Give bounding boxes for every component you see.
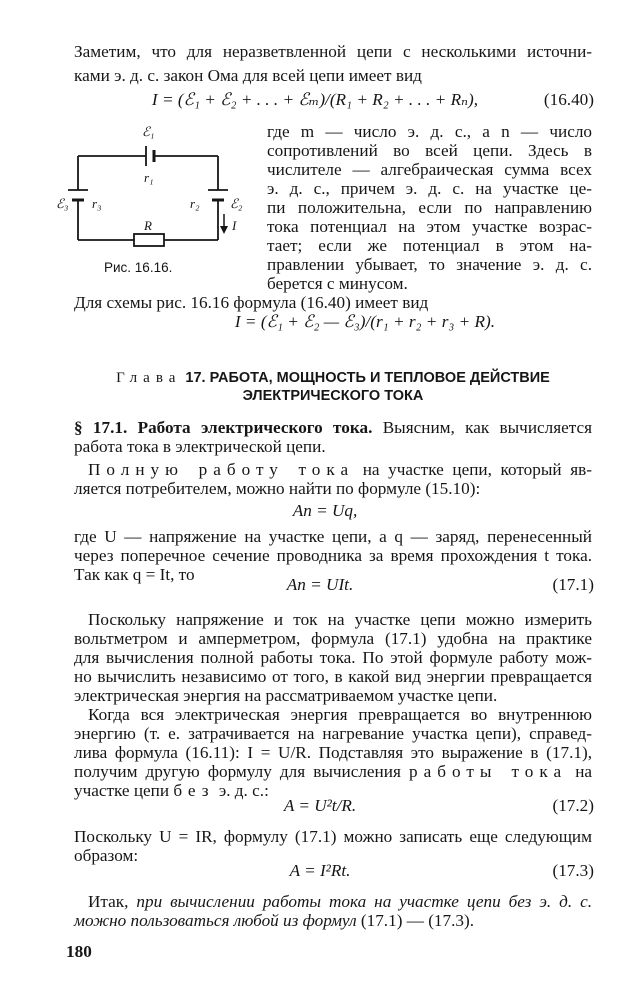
label-I: I (232, 218, 237, 233)
equation-work: Aп = Uq, (292, 501, 358, 520)
equation-17-2-number: (17.2) (552, 796, 594, 815)
full-work-rest: на участке цепи, который яв- (362, 460, 592, 479)
when-line-3: лива формула (16.11): I = U/R. Подставляя это выражение в (17.1), (74, 743, 592, 762)
where-line-1: где U — напряжение на участке цепи, а q — заряд, перенесенный (74, 527, 592, 546)
label-r3: r₃ (92, 196, 102, 211)
equation-17-3-number: (17.3) (552, 861, 594, 880)
scheme-line: Для схемы рис. 16.16 формула (16.40) имеет вид (74, 293, 429, 312)
when-spaced: работы тока (408, 762, 568, 781)
label-e1: ℰ₁ (142, 124, 155, 139)
figure-caption: Рис. 16.16. (104, 260, 173, 275)
label-r2: r₂ (190, 196, 200, 211)
equation-17-2: A = U²t/R. (283, 796, 357, 815)
wrap-line-5: пи положительна, если по направлению (267, 198, 592, 217)
full-work-line-2: ляется потребителем, можно найти по формуле (15.10): (74, 479, 481, 498)
chapter-number: 17. (185, 370, 206, 386)
when-line-1: Когда вся электрическая энергия превращается во внутреннюю (88, 705, 592, 724)
equation-16-40-number: (16.40) (543, 90, 594, 109)
when-line-2: энергию (т. е. затрачивается на нагревание участка цепи), справед- (74, 724, 592, 743)
ir-line-1: Поскольку U = IR, формулу (17.1) можно записать еще следующим (74, 827, 592, 846)
when-end: на (575, 762, 593, 781)
when-last-spaced: без (173, 781, 215, 800)
chapter-title-line-1: РАБОТА, МОЩНОСТЬ И ТЕПЛОВОЕ ДЕЙСТВИЕ (209, 370, 550, 386)
equation-17-3: A = I²Rt. (289, 861, 351, 880)
when-last-b: э. д. с.: (218, 781, 269, 800)
chapter-label: Глава (116, 370, 182, 386)
conclusion-italic-1: при вычислении работы тока на участке цепи без э. д. с. (136, 892, 593, 911)
conclusion-line-2 (74, 911, 474, 931)
wrap-line-8: правлении убывает, то значение э. д. с. (267, 255, 592, 274)
conclusion-tail: (17.1) — (17.3). (360, 911, 475, 930)
section-intro-rest: Выясним, как вычисляется (382, 418, 593, 437)
conclusion-lead: Итак, (88, 892, 129, 911)
since-line-5: электрическая энергия на рассматриваемом участке цепи. (74, 686, 498, 705)
label-R: R (144, 218, 152, 233)
chapter-title-line-2: ЭЛЕКТРИЧЕСКОГО ТОКА (242, 388, 424, 404)
conclusion-italic-2: можно пользоваться любой из формул (74, 911, 357, 930)
conclusion-line-1 (88, 892, 592, 912)
where-line-2: через поперечное сечение проводника за время прохождения t тока. (74, 546, 592, 565)
since-line-3: для вычисления полной работы тока. По этой формуле работу мож- (74, 648, 592, 667)
intro-line-2: ками э. д. с. закон Ома для всей цепи имеет вид (74, 66, 422, 85)
section-title: § 17.1. Работа электрического тока. (74, 418, 373, 437)
wrap-line-4: э. д. с., причем э. д. с. на участке це- (267, 179, 592, 198)
section-intro-line-2: работа тока в электрической цепи. (74, 437, 326, 456)
since-line-1: Поскольку напряжение и ток на участке цепи можно измерить (88, 610, 592, 629)
wrap-line-2: сопротивлений во всей цепи. Здесь в (267, 141, 592, 160)
wrap-line-1: где m — число э. д. с., а n — число (267, 122, 592, 141)
equation-17-1-number: (17.1) (552, 575, 594, 594)
wrap-line-6: тока потенциал на этом участке возрас- (267, 217, 592, 236)
intro-line-1: Заметим, что для неразветвленной цепи с несколькими источни- (74, 42, 592, 61)
when-line-4 (74, 762, 592, 782)
wrap-line-9: берется с минусом. (267, 274, 408, 293)
wrap-line-7: тает; если же потенциал в этом на- (267, 236, 592, 255)
full-work-line-1 (88, 460, 592, 480)
equation-scheme: I = (ℰ₁ + ℰ₂ — ℰ₃)/(r₁ + r₂ + r₃ + R). (234, 312, 496, 331)
ir-line-2: образом: (74, 846, 139, 865)
wrap-line-3: числителе — алгебраическая сумма всех (267, 160, 592, 179)
resistor-r (134, 234, 164, 246)
page-number: 180 (66, 942, 92, 961)
chapter-heading (74, 368, 592, 388)
since-line-2: вольтметром и амперметром, формула (17.1) удобна на практике (74, 629, 592, 648)
circuit-diagram (58, 118, 258, 258)
label-e2: ℰ₂ (230, 196, 243, 211)
when-line-4-text: получим другую формулу для вычисления (74, 762, 401, 781)
since-line-4: но вычислить независимо от того, в какой вид энергии превращается (74, 667, 592, 686)
equation-16-40: I = (ℰ₁ + ℰ₂ + . . . + ℰₘ)/(R₁ + R₂ + . . . + Rₙ), (151, 90, 479, 109)
where-line-3: Так как q = It, то (74, 565, 195, 584)
section-intro-line-1 (74, 418, 592, 438)
label-e3: ℰ₃ (56, 196, 69, 211)
equation-17-1: Aп = UIt. (286, 575, 354, 594)
when-last-a: участке цепи (74, 781, 170, 800)
label-r1: r₁ (144, 170, 154, 185)
full-work-spaced: Полную работу тока (88, 460, 355, 479)
